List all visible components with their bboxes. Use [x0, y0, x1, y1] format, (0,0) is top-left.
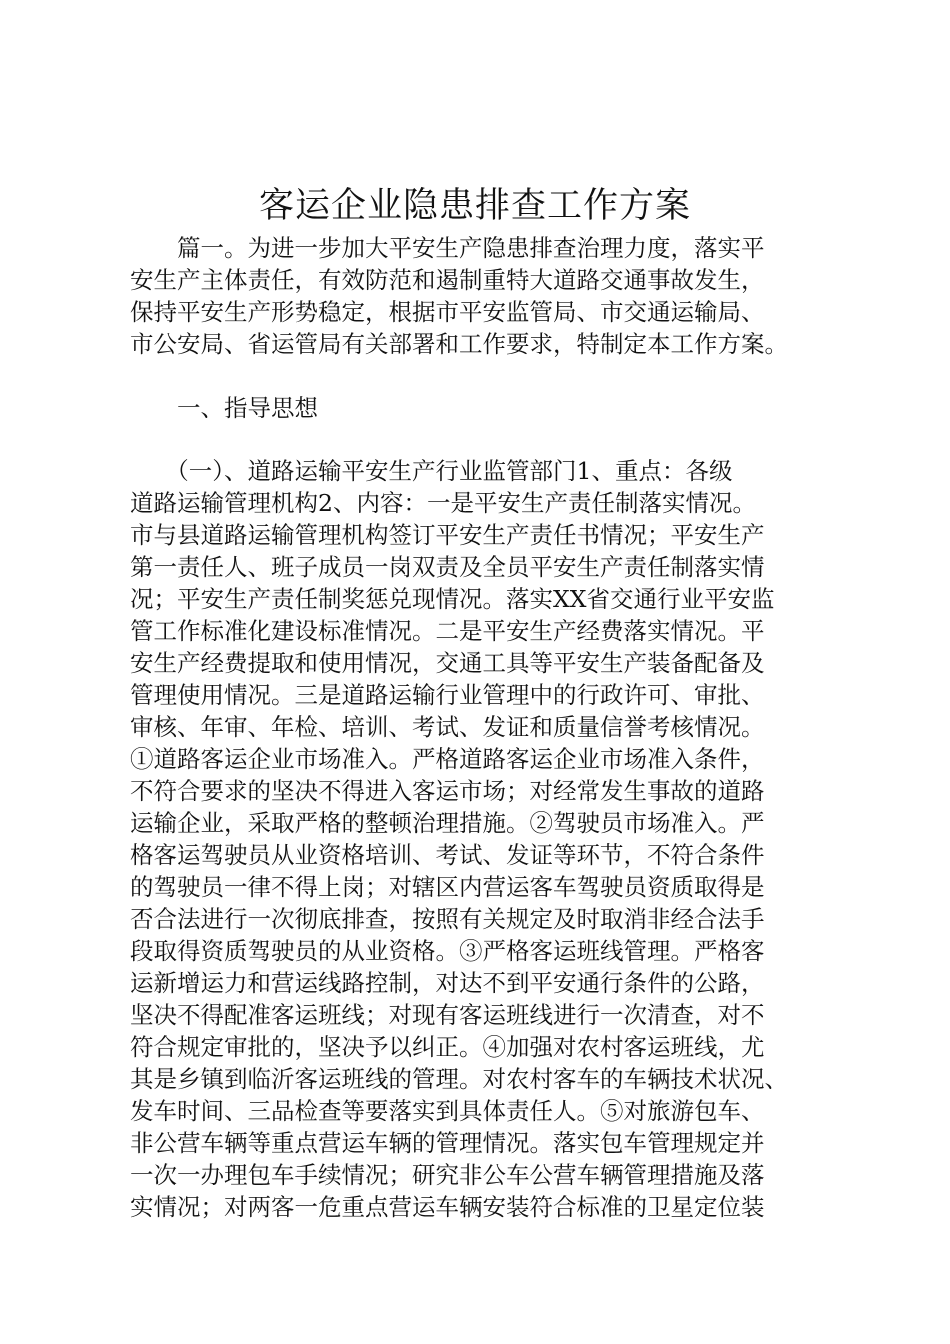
- body-line: 运输企业，采取严格的整顿治理措施。②驾驶员市场准入。严: [130, 809, 765, 837]
- body-line: 发车时间、三品检查等要落实到具体责任人。⑤对旅游包车、: [130, 1097, 765, 1125]
- body-line: 段取得资质驾驶员的从业资格。③严格客运班线管理。严格客: [130, 937, 765, 965]
- intro-line: 篇一。为进一步加大平安生产隐患排查治理力度，落实平: [130, 234, 765, 262]
- intro-line: 保持平安生产形势稳定，根据市平安监管局、市交通运输局、: [130, 298, 765, 326]
- body-line: 符合规定审批的，坚决予以纠正。④加强对农村客运班线，尤: [130, 1033, 765, 1061]
- body-line: ①道路客运企业市场准入。严格道路客运企业市场准入条件，: [130, 745, 765, 773]
- body-line: 非公营车辆等重点营运车辆的管理情况。落实包车管理规定并: [130, 1129, 765, 1157]
- body-line: 第一责任人、班子成员一岗双责及全员平安生产责任制落实情: [130, 553, 765, 581]
- body-line: 其是乡镇到临沂客运班线的管理。对农村客车的车辆技术状况、: [130, 1065, 788, 1093]
- body-line: 一次一办理包车手续情况；研究非公车公营车辆管理措施及落: [130, 1161, 765, 1189]
- body-line: 不符合要求的坚决不得进入客运市场；对经常发生事故的道路: [130, 777, 765, 805]
- body-line: 况；平安生产责任制奖惩兑现情况。落实XX省交通行业平安监: [130, 585, 775, 613]
- body-line: 审核、年审、年检、培训、考试、发证和质量信誉考核情况。: [130, 713, 765, 741]
- body-line: 的驾驶员一律不得上岗；对辖区内营运客车驾驶员资质取得是: [130, 873, 765, 901]
- body-line: （一）、道路运输平安生产行业监管部门1、重点：各级: [130, 457, 733, 485]
- body-line: 市与县道路运输管理机构签订平安生产责任书情况；平安生产: [130, 521, 765, 549]
- body-line: 格客运驾驶员从业资格培训、考试、发证等环节，不符合条件: [130, 841, 765, 869]
- body-line: 否合法进行一次彻底排查，按照有关规定及时取消非经合法手: [130, 905, 765, 933]
- intro-line: 安生产主体责任，有效防范和遏制重特大道路交通事故发生，: [130, 266, 765, 294]
- section-heading-text: 一、指导思想: [130, 394, 318, 422]
- body-line: 管理使用情况。三是道路运输行业管理中的行政许可、审批、: [130, 681, 765, 709]
- body-line: 安生产经费提取和使用情况，交通工具等平安生产装备配备及: [130, 649, 765, 677]
- intro-paragraph: [130, 232, 842, 360]
- section-heading: [130, 392, 842, 424]
- body-line: 管工作标准化建设标准情况。二是平安生产经费落实情况。平: [130, 617, 765, 645]
- body-paragraph: [130, 455, 842, 1223]
- body-line: 运新增运力和营运线路控制，对达不到平安通行条件的公路，: [130, 969, 765, 997]
- document-title: 客运企业隐患排查工作方案: [258, 186, 691, 226]
- body-line: 坚决不得配准客运班线；对现有客运班线进行一次清查，对不: [130, 1001, 765, 1029]
- intro-line: 市公安局、省运管局有关部署和工作要求，特制定本工作方案。: [130, 330, 788, 358]
- body-line: 道路运输管理机构2、内容：一是平安生产责任制落实情况。: [130, 489, 756, 517]
- body-line: 实情况；对两客一危重点营运车辆安装符合标准的卫星定位装: [130, 1193, 765, 1221]
